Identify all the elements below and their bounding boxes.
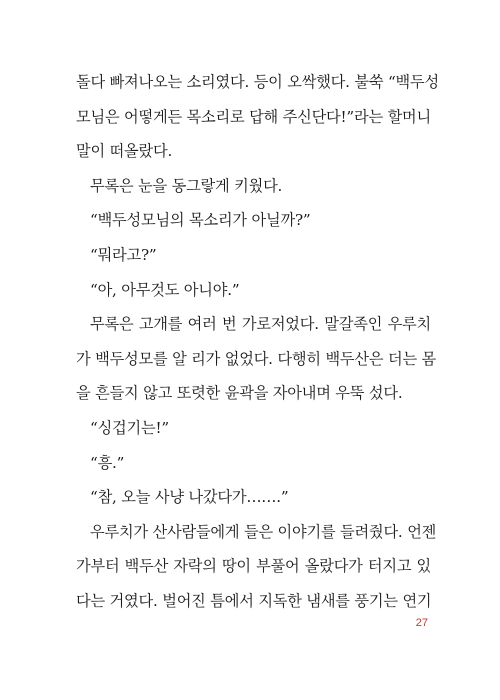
text-line-2: 모님은 어떻게든 목소리로 답해 주신단다!”라는 할머니 <box>76 107 431 126</box>
text-line-14: 우루치가 산사람들에게 들은 이야기를 들려줬다. 언젠 <box>90 522 437 541</box>
text-line-13: “참, 오늘 사냥 나갔다가…….” <box>90 488 289 507</box>
text-line-8: 무록은 고개를 여러 번 가로저었다. 말갈족인 우루치 <box>90 315 431 334</box>
text-line-3: 말이 떠올랐다. <box>76 142 173 161</box>
text-line-12: “흥.” <box>90 453 125 472</box>
text-line-7: “아, 아무것도 아니야.” <box>90 280 240 299</box>
text-line-5: “백두성모님의 목소리가 아닐까?” <box>90 211 311 230</box>
text-line-4: 무록은 눈을 동그랗게 키웠다. <box>90 176 283 195</box>
page-number: 27 <box>415 617 428 629</box>
text-line-16: 다는 거였다. 벌어진 틈에서 지독한 냄새를 풍기는 연기 <box>76 591 432 610</box>
text-line-1: 돌다 빠져나오는 소리였다. 등이 오싹했다. 불쑥 “백두성 <box>76 73 439 91</box>
text-line-9: 가 백두성모를 알 리가 없었다. 다행히 백두산은 더는 몸 <box>76 349 437 368</box>
text-line-15: 가부터 백두산 자락의 땅이 부풀어 올랐다가 터지고 있 <box>76 557 431 576</box>
text-line-10: 을 흔들지 않고 또렷한 윤곽을 자아내며 우뚝 섰다. <box>76 384 403 403</box>
text-line-11: “싱겁기는!” <box>90 418 169 437</box>
body-text <box>76 72 439 626</box>
text-line-6: “뭐라고?” <box>90 245 157 264</box>
